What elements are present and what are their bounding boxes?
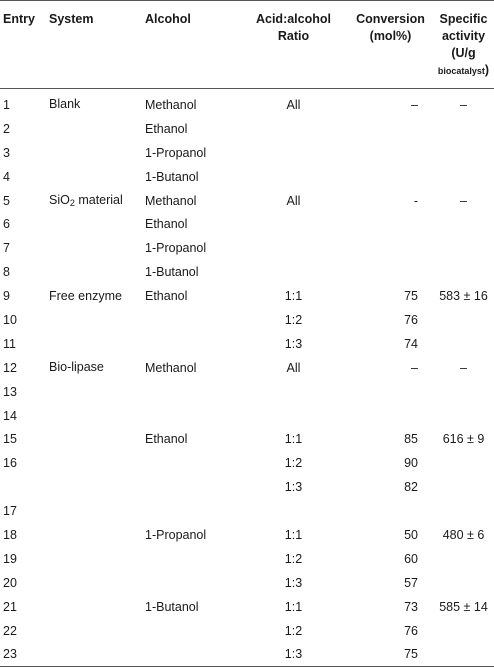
cell-activity: 585 ± 14: [439, 599, 488, 614]
cell-activity: [432, 165, 494, 189]
table-row: [0, 619, 494, 643]
cell-system: [46, 451, 142, 475]
cell-ratio: 1:3: [284, 575, 303, 590]
cell-activity: [432, 475, 494, 499]
cell-alcohol: Ethanol: [145, 432, 188, 447]
cell-alcohol: [142, 571, 238, 595]
table-row: [0, 236, 494, 260]
cell-alcohol: Ethanol: [145, 289, 188, 304]
cell-entry: 20: [3, 575, 17, 590]
header-system: System: [49, 12, 94, 26]
cell-activity: [432, 499, 494, 523]
cell-activity: [432, 308, 494, 332]
cell-alcohol: [142, 475, 238, 499]
cell-ratio: 1:1: [284, 599, 303, 614]
cell-entry: 14: [3, 408, 17, 423]
cell-system: [46, 141, 142, 165]
cell-alcohol: [142, 451, 238, 475]
table-row: [0, 308, 494, 332]
cell-activity: 616 ± 9: [442, 432, 485, 447]
system-subscript: 2: [69, 198, 75, 208]
cell-activity: [432, 642, 494, 666]
cell-ratio: All: [286, 193, 301, 208]
system-text: SiO: [49, 193, 70, 207]
cell-entry: 2: [3, 121, 10, 136]
cell-alcohol: 1-Propanol: [145, 145, 207, 160]
cell-conversion: 60: [404, 551, 418, 566]
cell-entry: 22: [3, 623, 17, 638]
cell-activity: [432, 380, 494, 404]
cell-ratio: [238, 380, 348, 404]
cell-conversion: 76: [404, 312, 418, 327]
cell-alcohol: Methanol: [145, 97, 197, 112]
table-row: [0, 165, 494, 189]
cell-entry: 18: [3, 527, 17, 542]
table-row: [0, 571, 494, 595]
cell-ratio: 1:3: [284, 336, 303, 351]
cell-ratio: 1:2: [284, 456, 303, 471]
cell-system: [46, 380, 142, 404]
cell-ratio: 1:2: [284, 551, 303, 566]
cell-conversion: [348, 141, 432, 165]
cell-alcohol: 1-Propanol: [145, 527, 207, 542]
cell-activity: [432, 619, 494, 643]
header-conversion: Conversion (mol%): [356, 12, 425, 43]
table-row: [0, 427, 494, 451]
cell-alcohol: [142, 332, 238, 356]
cell-conversion: 74: [404, 336, 418, 351]
system-text: Bio-lipase: [49, 360, 104, 375]
cell-ratio: [238, 165, 348, 189]
cell-activity: 480 ± 6: [442, 527, 485, 542]
cell-entry: 19: [3, 551, 17, 566]
cell-activity: [432, 404, 494, 428]
cell-system: [46, 189, 142, 213]
cell-alcohol: 1-Propanol: [145, 241, 207, 256]
cell-ratio: [238, 260, 348, 284]
table-row: [0, 404, 494, 428]
cell-system: [46, 619, 142, 643]
table-row: [0, 189, 494, 213]
cell-conversion: 85: [404, 432, 418, 447]
cell-activity: [432, 547, 494, 571]
cell-ratio: 1:3: [284, 647, 303, 662]
cell-ratio: 1:1: [284, 527, 303, 542]
cell-activity: [432, 117, 494, 141]
cell-conversion: [348, 236, 432, 260]
cell-ratio: 1:2: [284, 623, 303, 638]
cell-entry: 11: [3, 336, 16, 351]
cell-entry: 3: [3, 145, 10, 160]
cell-conversion: 75: [404, 289, 418, 304]
cell-conversion: 73: [404, 599, 418, 614]
cell-ratio: 1:1: [284, 432, 303, 447]
table-row: [0, 499, 494, 523]
cell-activity: [432, 571, 494, 595]
cell-conversion: 50: [404, 527, 418, 542]
cell-entry: 17: [3, 504, 17, 519]
cell-entry: 8: [3, 265, 10, 280]
cell-system: [46, 595, 142, 619]
cell-system: [46, 499, 142, 523]
cell-alcohol: Ethanol: [145, 121, 188, 136]
cell-system: [46, 475, 142, 499]
header-activity-sub: biocatalyst: [437, 66, 485, 76]
table-row: [0, 451, 494, 475]
cell-conversion: [348, 380, 432, 404]
cell-conversion: -: [413, 193, 418, 208]
cell-alcohol: [142, 619, 238, 643]
cell-system: [46, 332, 142, 356]
cell-alcohol: Methanol: [145, 193, 197, 208]
cell-system: [46, 523, 142, 547]
cell-conversion: 76: [404, 623, 418, 638]
cell-alcohol: 1-Butanol: [145, 265, 199, 280]
cell-ratio: All: [286, 360, 301, 375]
cell-ratio: [238, 236, 348, 260]
cell-activity: –: [460, 360, 467, 375]
cell-entry: 9: [3, 289, 10, 304]
cell-conversion: –: [411, 97, 418, 112]
cell-system: [46, 117, 142, 141]
table-row: [0, 260, 494, 284]
cell-alcohol: [142, 547, 238, 571]
cell-alcohol: [142, 499, 238, 523]
cell-system: [46, 571, 142, 595]
table-row: [0, 117, 494, 141]
cell-entry: 4: [3, 169, 10, 184]
cell-system: [46, 547, 142, 571]
cell-ratio: 1:2: [284, 312, 303, 327]
cell-system: [46, 165, 142, 189]
cell-ratio: 1:1: [284, 289, 303, 304]
cell-conversion: 90: [404, 456, 418, 471]
cell-conversion: [348, 165, 432, 189]
cell-system: [46, 642, 142, 666]
cell-entry: 16: [3, 456, 17, 471]
cell-entry: 13: [3, 384, 17, 399]
cell-activity: [432, 451, 494, 475]
cell-conversion: [348, 499, 432, 523]
cell-system: [46, 427, 142, 451]
cell-activity: [432, 141, 494, 165]
cell-entry: 21: [3, 599, 17, 614]
system-tail: material: [74, 193, 123, 207]
cell-activity: [432, 212, 494, 236]
table-row: [0, 642, 494, 666]
system-text: Free enzyme: [49, 288, 122, 303]
table-row: [0, 356, 494, 380]
cell-system: [46, 404, 142, 428]
header-alcohol: Alcohol: [145, 12, 191, 26]
table-row: [0, 212, 494, 236]
cell-activity: –: [460, 97, 467, 112]
cell-activity: [432, 260, 494, 284]
cell-activity: [432, 332, 494, 356]
cell-system: [46, 308, 142, 332]
cell-system: [46, 356, 142, 380]
cell-ratio: [238, 404, 348, 428]
cell-entry: [0, 475, 46, 499]
cell-alcohol: Methanol: [145, 360, 197, 375]
cell-alcohol: 1-Butanol: [145, 599, 199, 614]
cell-alcohol: [142, 308, 238, 332]
table-row: [0, 332, 494, 356]
table-row: [0, 523, 494, 547]
header-row: [0, 1, 494, 89]
table-row: [0, 595, 494, 619]
cell-conversion: 82: [404, 480, 418, 495]
table-header: [0, 1, 494, 89]
cell-conversion: [348, 404, 432, 428]
table-row: [0, 475, 494, 499]
table-row: [0, 284, 494, 308]
cell-conversion: [348, 212, 432, 236]
cell-system: [46, 284, 142, 308]
cell-activity: [432, 236, 494, 260]
table-row: [0, 89, 494, 117]
cell-ratio: [238, 212, 348, 236]
cell-alcohol: [142, 404, 238, 428]
header-activity: [432, 1, 494, 89]
cell-activity: 583 ± 16: [439, 289, 488, 304]
cell-conversion: 57: [404, 575, 418, 590]
cell-alcohol: [142, 642, 238, 666]
cell-system: [46, 212, 142, 236]
cell-entry: 5: [3, 193, 10, 208]
cell-system: [46, 260, 142, 284]
table-row: [0, 141, 494, 165]
cell-conversion: [348, 117, 432, 141]
cell-ratio: [238, 141, 348, 165]
cell-conversion: –: [411, 360, 418, 375]
cell-ratio: [238, 499, 348, 523]
cell-ratio: 1:3: [284, 480, 303, 495]
table-row: [0, 380, 494, 404]
cell-entry: 23: [3, 647, 17, 662]
cell-activity: –: [460, 193, 467, 208]
cell-entry: 10: [3, 312, 17, 327]
table-body: [0, 89, 494, 667]
cell-ratio: [238, 117, 348, 141]
cell-alcohol: [142, 380, 238, 404]
cell-system: [46, 89, 142, 117]
system-text: Blank: [49, 97, 81, 112]
header-activity-main: Specific activity (U/g: [439, 12, 488, 60]
cell-system: [46, 236, 142, 260]
header-activity-close: ): [484, 63, 490, 77]
cell-entry: 1: [3, 97, 10, 112]
table-row: [0, 547, 494, 571]
cell-entry: 15: [3, 432, 17, 447]
cell-entry: 7: [3, 241, 10, 256]
cell-conversion: [348, 260, 432, 284]
cell-conversion: 75: [404, 647, 418, 662]
cell-alcohol: 1-Butanol: [145, 169, 199, 184]
header-entry: Entry: [3, 12, 35, 26]
cell-alcohol: Ethanol: [145, 217, 188, 232]
cell-ratio: All: [286, 97, 301, 112]
cell-entry: 12: [3, 360, 17, 375]
header-ratio: Acid:alcohol Ratio: [255, 12, 331, 43]
cell-entry: 6: [3, 217, 10, 232]
